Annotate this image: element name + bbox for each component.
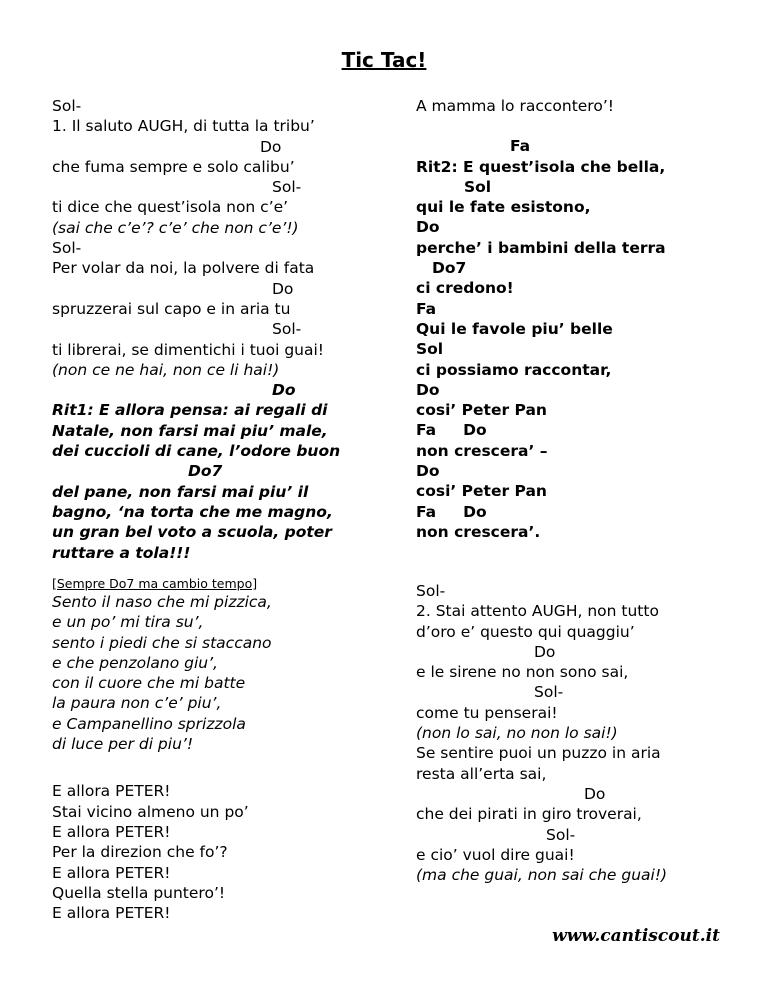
verse-1-column — [52, 96, 392, 563]
chord-line: Do — [584, 784, 606, 803]
lyric-line: sento i piedi che si staccano — [52, 633, 272, 652]
lyric-line: che dei pirati in giro troverai, — [416, 805, 642, 824]
chord-line: Fa — [416, 299, 437, 318]
lyric-line: spruzzerai sul capo e in aria tu — [52, 299, 291, 318]
lyric-line: e un po’ mi tira su’, — [52, 613, 204, 632]
lyric-line: 2. Stai attento AUGH, non tutto — [416, 602, 659, 621]
chord-line: Sol- — [546, 825, 576, 844]
chorus-line: un gran bel voto a scuola, poter — [52, 523, 332, 542]
lyric-line: 1. Il saluto AUGH, di tutta la tribu’ — [52, 117, 315, 136]
chorus-line: dei cuccioli di cane, l’odore buon — [52, 442, 341, 461]
lyric-line: e le sirene no non sono sai, — [416, 663, 629, 682]
chorus-line: non crescera’. — [416, 522, 541, 541]
chorus-line: Rit1: E allora pensa: ai regali di — [52, 401, 328, 420]
tempo-note: [Sempre Do7 ma cambio tempo] — [52, 576, 258, 591]
lyric-line: la paura non c’e’ piu’, — [52, 694, 222, 713]
chorus-line: ci possiamo raccontar, — [416, 360, 612, 379]
lyric-line: e che penzolano giu’, — [52, 653, 218, 672]
chord-line: Sol- — [534, 683, 564, 702]
chord-line: Fa — [510, 137, 531, 156]
chord-line: Do7 — [432, 259, 467, 278]
chord-line: Sol — [464, 177, 492, 196]
lyric-line: come tu penserai! — [416, 703, 558, 722]
lyric-line: (non lo sai, no non lo sai!) — [416, 724, 618, 743]
lyric-line: Stai vicino almeno un po’ — [52, 802, 249, 821]
website-footer: www.cantiscout.it — [552, 926, 720, 946]
chord-line: Sol- — [272, 178, 302, 197]
lyric-line: di luce per di piu’! — [52, 735, 194, 754]
chord-line: Sol- — [416, 582, 446, 600]
chorus-2-column — [416, 96, 756, 542]
chord-line: Fa Do — [416, 421, 487, 440]
chorus-line: ruttare a tola!!! — [52, 543, 191, 562]
chord-line: Do — [416, 218, 440, 237]
spacer — [416, 116, 756, 136]
chorus-line: non crescera’ – — [416, 441, 548, 460]
chord-line: Sol — [416, 340, 444, 359]
lyric-line: Per volar da noi, la polvere di fata — [52, 259, 315, 278]
chorus-line: cosi’ Peter Pan — [416, 482, 547, 501]
chorus-line: bagno, ‘na torta che me magno, — [52, 502, 333, 521]
chord-line: Sol- — [52, 97, 82, 115]
chorus-line: Qui le favole piu’ belle — [416, 319, 613, 338]
spacer — [52, 754, 392, 781]
chord-line: Do — [260, 137, 282, 156]
lyric-line: e cio’ vuol dire guai! — [416, 845, 575, 864]
lyric-line: con il cuore che mi batte — [52, 674, 246, 693]
lyric-line: E allora PETER! — [52, 863, 171, 882]
verse-2-column — [416, 581, 756, 885]
chord-line: Do — [416, 462, 440, 481]
chorus-line: Natale, non farsi mai piu’ male, — [52, 421, 328, 440]
chord-line: Sol- — [272, 320, 302, 339]
chorus-line: ci credono! — [416, 279, 514, 298]
lyric-line: Sento il naso che mi pizzica, — [52, 593, 272, 611]
chord-line: Sol- — [52, 239, 82, 258]
lyric-line: (sai che c’e’? c’e’ che non c’e’!) — [52, 218, 299, 237]
chord-line: Do — [272, 279, 294, 298]
lyric-line: resta all’erta sai, — [416, 764, 547, 783]
lyric-line: ti dice che quest’isola non c’e’ — [52, 198, 289, 217]
chorus-line: del pane, non farsi mai piu’ il — [52, 482, 309, 501]
chord-line: Do — [272, 381, 296, 400]
chorus-line: perche’ i bambini della terra — [416, 238, 666, 257]
lyric-line: (ma che guai, non sai che guai!) — [416, 866, 668, 885]
lyric-line: Per la direzion che fo’? — [52, 843, 228, 862]
chorus-line: qui le fate esistono, — [416, 198, 591, 217]
lyric-line: e Campanellino sprizzola — [52, 714, 246, 733]
lyric-line: che fuma sempre e solo calibu’ — [52, 157, 295, 176]
song-title: Tic Tac! — [341, 48, 427, 72]
chorus-line: cosi’ Peter Pan — [416, 401, 547, 420]
lyric-line: A mamma lo raccontero’! — [416, 97, 614, 115]
lyric-line: Se sentire puoi un puzzo in aria — [416, 744, 661, 763]
chord-line: Do — [534, 642, 556, 661]
lyric-line: ti librerai, se dimentichi i tuoi guai! — [52, 340, 324, 359]
lyric-line: d’oro e’ questo qui quaggiu’ — [416, 622, 635, 641]
chord-line: Fa Do — [416, 502, 487, 521]
lyric-line: E allora PETER! — [52, 904, 171, 923]
lyric-line: (non ce ne hai, non ce li hai!) — [52, 360, 280, 379]
chorus-line: Rit2: E quest’isola che bella, — [416, 157, 666, 176]
chord-line: Do7 — [188, 462, 223, 481]
lyric-line: Quella stella puntero’! — [52, 883, 226, 902]
chord-line: Do — [416, 380, 440, 399]
lyric-line: E allora PETER! — [52, 822, 171, 841]
bridge-column — [52, 575, 392, 923]
lyric-line: E allora PETER! — [52, 782, 171, 801]
